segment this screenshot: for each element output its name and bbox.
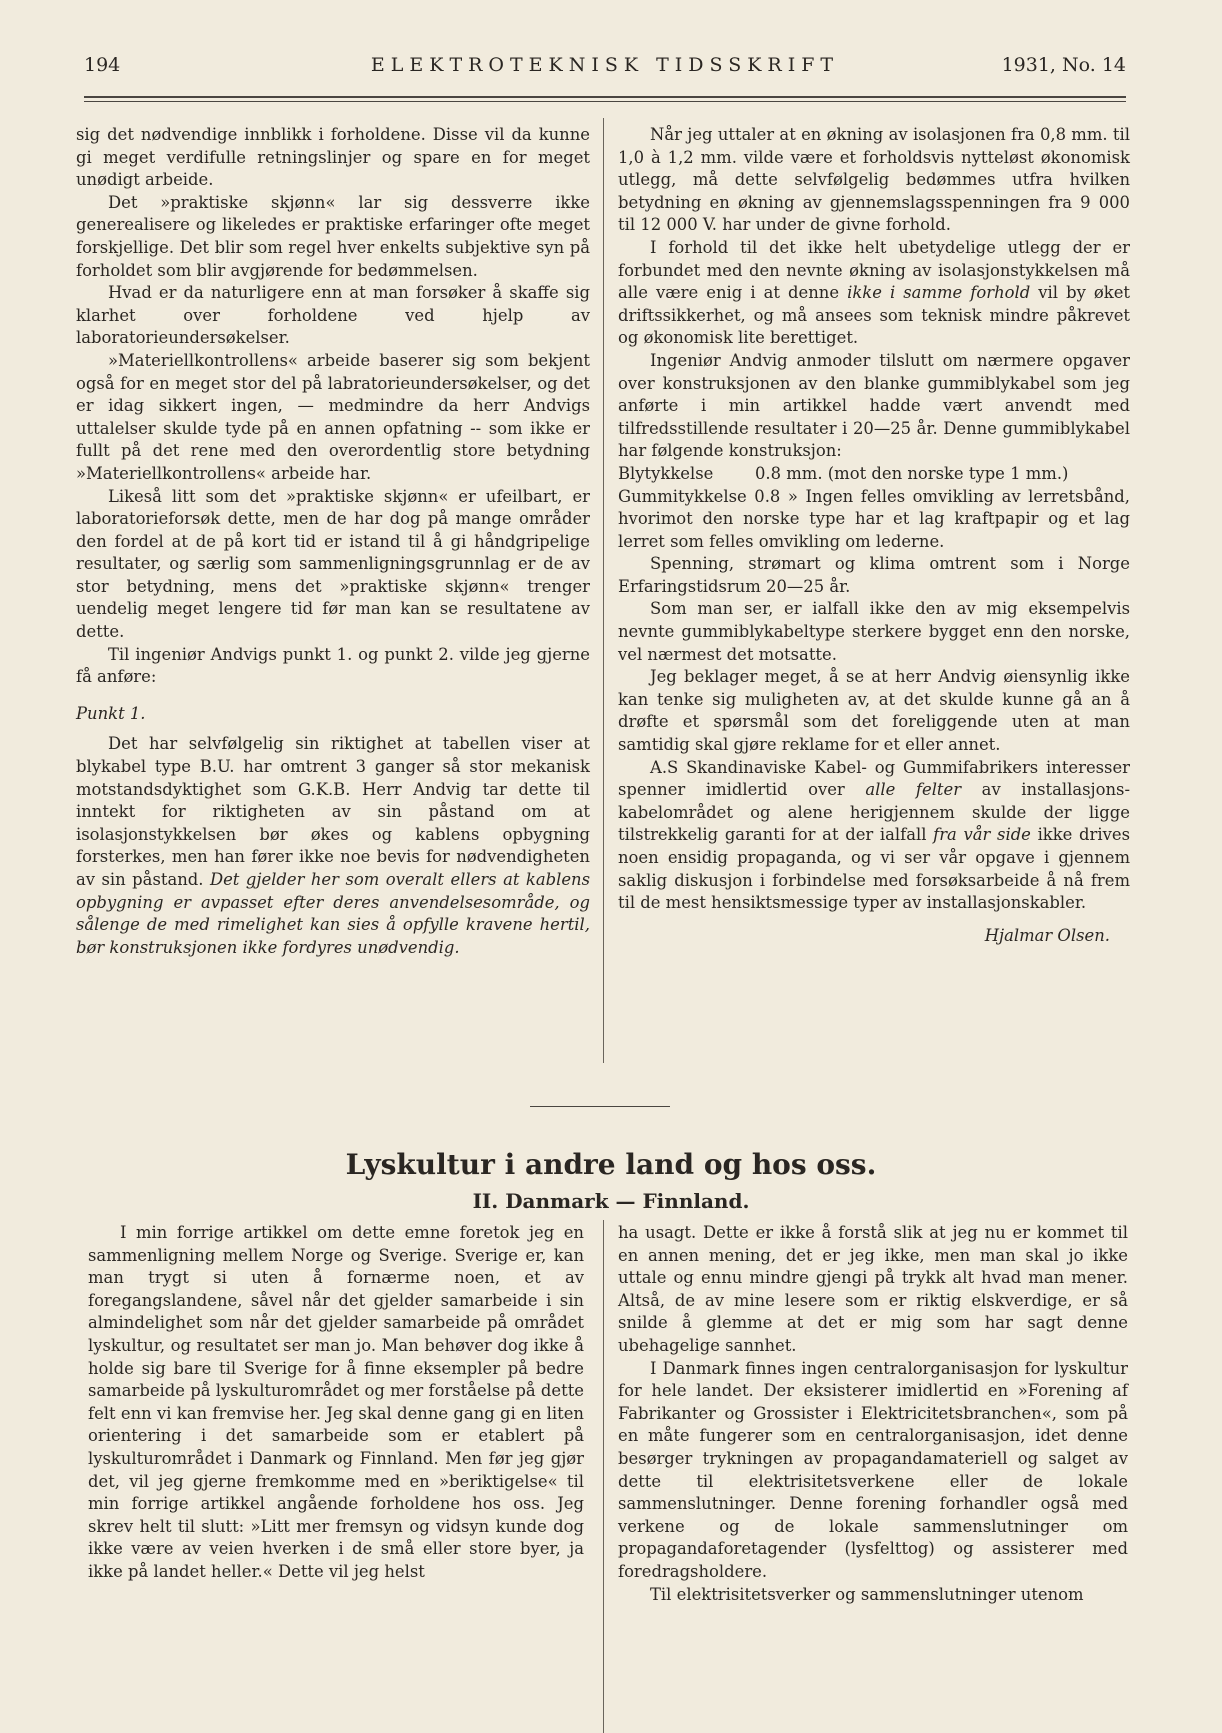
text: A.S Skandinaviske Kabel- og Gummifabrikers interesser spenner imidlertid over: [618, 757, 1130, 800]
paragraph: [618, 757, 1130, 915]
paragraph: Ingeniør Andvig anmoder tilslutt om nærmere opgaver over konstruksjonen av den blanke gummiblykabel som jeg anførte i min artikkel hadde vært anvendt med tilfredsstillende resultater i 20—25 år. Denne gummiblykabel har følgende konstruksjon:: [618, 350, 1130, 461]
article-subtitle: II. Danmark — Finnland.: [472, 1189, 750, 1213]
header-rule: [84, 96, 1126, 98]
author-signature: Hjalmar Olsen.: [984, 925, 1110, 945]
paragraph: I Danmark finnes ingen centralorganisasjon for lyskultur for hele landet. Der eksisterer imidlertid en »Forening af Fabrikanter og Grossister i Elektricitetsbranchen«, som på en måte fungerer som en centralorganisasjon, idet denne besørger trykningen av propagandamateriell og salget av dette til elektrisitetsverkene eller de lokale sammenslutninger. Denne forening forhandler også med verkene og de lokale sammenslutninger om propagandaforetagender (lysfelttog) og assisterer med foredragsholdere.: [618, 1358, 1128, 1581]
italic-text: alle felter: [865, 780, 962, 800]
text: I forhold til det ikke helt ubetydelige utlegg der er forbundet med den nevnte økning av isolasjonstykkelsen må alle være enig i at denne: [618, 237, 1130, 303]
spec-line: Gummitykkelse 0.8 » Ingen felles omvikling av lerretsbånd, hvorimot den norske type har et lag kraftpapir og et lag lerret som felles omvikling om lederne.: [618, 486, 1130, 551]
column-divider: [603, 118, 604, 1063]
spec-line: Blytykkelse 0.8 mm. (mot den norske type 1 mm.): [618, 463, 1069, 483]
italic-text: fra vår side: [933, 825, 1031, 845]
paragraph: Når jeg uttaler at en økning av isolasjonen fra 0,8 mm. til 1,0 à 1,2 mm. vilde være et forholdsvis nytteløst økonomisk utlegg, må dette selvfølgelig bedømmes utfra hvilken betydning en økning av gjennemslagsspenningen fra 9 000 til 12 000 V. har under de givne forhold.: [618, 125, 1130, 235]
article-title: Lyskultur i andre land og hos oss.: [345, 1148, 877, 1181]
column-divider-bottom: [603, 1220, 604, 1733]
paragraph: Spenning, strømart og klima omtrent som i Norge Erfaringstidsrum 20—25 år.: [618, 554, 1130, 596]
paragraph: Likeså litt som det »praktiske skjønn« er ufeilbart, er laboratorieforsøk dette, men de har dog på mange områder den fordel at de på kort tid er istand til å gi håndgripelige resultater, og særlig som sammenligningsgrunnlag er de av stor betydning, mens det »praktiske skjønn« trenger uendelig meget lengere tid før man kan se resultatene av dette.: [76, 486, 590, 642]
page-header: [84, 54, 1126, 84]
paragraph: ha usagt. Dette er ikke å forstå slik at jeg nu er kommet til en annen mening, det er jeg ikke, men man skal jo ikke uttale og ennu mindre gjengi på trykk alt hvad man mener. Altså, de av mine lesere som er riktig elskverdige, er så snilde å glemme at det er mig som har sagt denne ubehagelige sannhet.: [618, 1223, 1128, 1355]
italic-text: Det gjelder her som overalt ellers at kablens opbygning er avpasset efter deres anvendelsesområde, og sålenge de med rimelighet kan sies å opfylle kravene hertil, bør konstruksjonen ikke fordyres unødvendig.: [76, 870, 590, 957]
column-right-bottom: [618, 1222, 1128, 1606]
journal-title: ELEKTROTEKNISK TIDSSKRIFT: [370, 54, 840, 76]
issue-label: 1931, No. 14: [1001, 54, 1126, 76]
paragraph: I min forrige artikkel om dette emne foretok jeg en sammenligning mellem Norge og Sverige. Sverige er, kan man trygt si uten å fornærme noen, et av foregangslandene, såvel når det gjelder samarbeide i sin almindelighet som når det gjelder samarbeide på området lyskultur, og resultatet ser man jo. Man behøver dog ikke å holde sig bare til Sverige for å finne eksempler på bedre samarbeide på lyskulturområdet og mer forståelse på dette felt enn vi kan fremvise her. Jeg skal denne gang gi en liten orientering i det samarbeide som er etablert på lyskulturområdet i Danmark og Finnland. Men før jeg gjør det, vil jeg gjerne fremkomme med en »beriktigelse« til min forrige artikkel angående forholdene hos oss. Jeg skrev helt til slutt: »Litt mer fremsyn og vidsyn kunde dog ikke være av veien hverken i de små eller store byer, ja ikke på landet heller.« Dette vil jeg helst: [88, 1223, 584, 1581]
paragraph: sig det nødvendige innblikk i forholdene. Disse vil da kunne gi meget verdifulle retningslinjer og spare en for meget unødigt arbeide.: [76, 125, 590, 190]
italic-text: ikke i samme forhold: [847, 283, 1031, 303]
paragraph: Til elektrisitetsverker og sammenslutninger utenom: [650, 1584, 1084, 1604]
page-number: 194: [84, 54, 121, 76]
header-rule-thin: [84, 101, 1126, 102]
text: av installasjons-kabelområdet og alene herigjennem skulde der ligge tilstrekkelig garanti for at der ialfall: [618, 780, 1131, 845]
paragraph: Til ingeniør Andvigs punkt 1. og punkt 2. vilde jeg gjerne få anføre:: [76, 644, 590, 687]
section-heading: Punkt 1.: [76, 703, 146, 723]
article-separator: [530, 1106, 670, 1107]
paragraph: [76, 733, 590, 959]
text: ikke drives noen ensidig propaganda, og vi ser vår opgave i gjennem saklig diskusjon i forbindelse med forsøksarbeide å nå frem til de mest hensiktsmessige typer av installasjonskabler.: [618, 825, 1130, 913]
column-left-bottom: [88, 1222, 584, 1584]
paragraph: Som man ser, er ialfall ikke den av mig eksempelvis nevnte gummiblykabeltype sterkere bygget enn den norske, vel nærmest det motsatte.: [618, 599, 1130, 664]
paragraph: [618, 237, 1130, 350]
text: Det har selvfølgelig sin riktighet at tabellen viser at blykabel type B.U. har omtrent 3 ganger så stor mekanisk motstandsdyktighet som G.K.B. Herr Andvig tar dette til inntekt for riktigheten av sin påstand om at isolasjonstykkelsen bør økes og kablens opbygning forsterkes, men han fører ikke noe bevis for nødvendigheten av sin påstand.: [76, 734, 590, 889]
paragraph: »Materiellkontrollens« arbeide baserer sig som bekjent også for en meget stor del på labratorieundersøkelser, og det er idag sikkert ingen, — medmindre da herr Andvigs uttalelser skulde tyde på en annen opfatning -- som ikke er fullt på det rene med den overordentlig store betydning »Materiellkontrollens« arbeide har.: [76, 350, 590, 483]
paragraph: Jeg beklager meget, å se at herr Andvig øiensynlig ikke kan tenke sig muligheten av, at det skulde kunne gå an å drøfte et spørsmål som det foreliggende uten at man samtidig skal gjøre reklame for et eller annet.: [618, 667, 1130, 755]
paragraph: Det »praktiske skjønn« lar sig dessverre ikke generealisere og likeledes er praktiske erfaringer ofte meget forskjellige. Det blir som regel hver enkelts subjektive syn på forholdet som blir avgjørende for bedømmelsen.: [76, 192, 590, 280]
paragraph: Hvad er da naturligere enn at man forsøker å skaffe sig klarhet over forholdene ved hjelp av laboratorieundersøkelser.: [76, 283, 590, 348]
column-left-top: [76, 124, 590, 959]
column-right-top: [618, 124, 1130, 947]
text: vil by øket driftssikkerhet, og må ansees som teknisk mindre påkrevet og økonomisk lite berettiget.: [618, 283, 1130, 348]
